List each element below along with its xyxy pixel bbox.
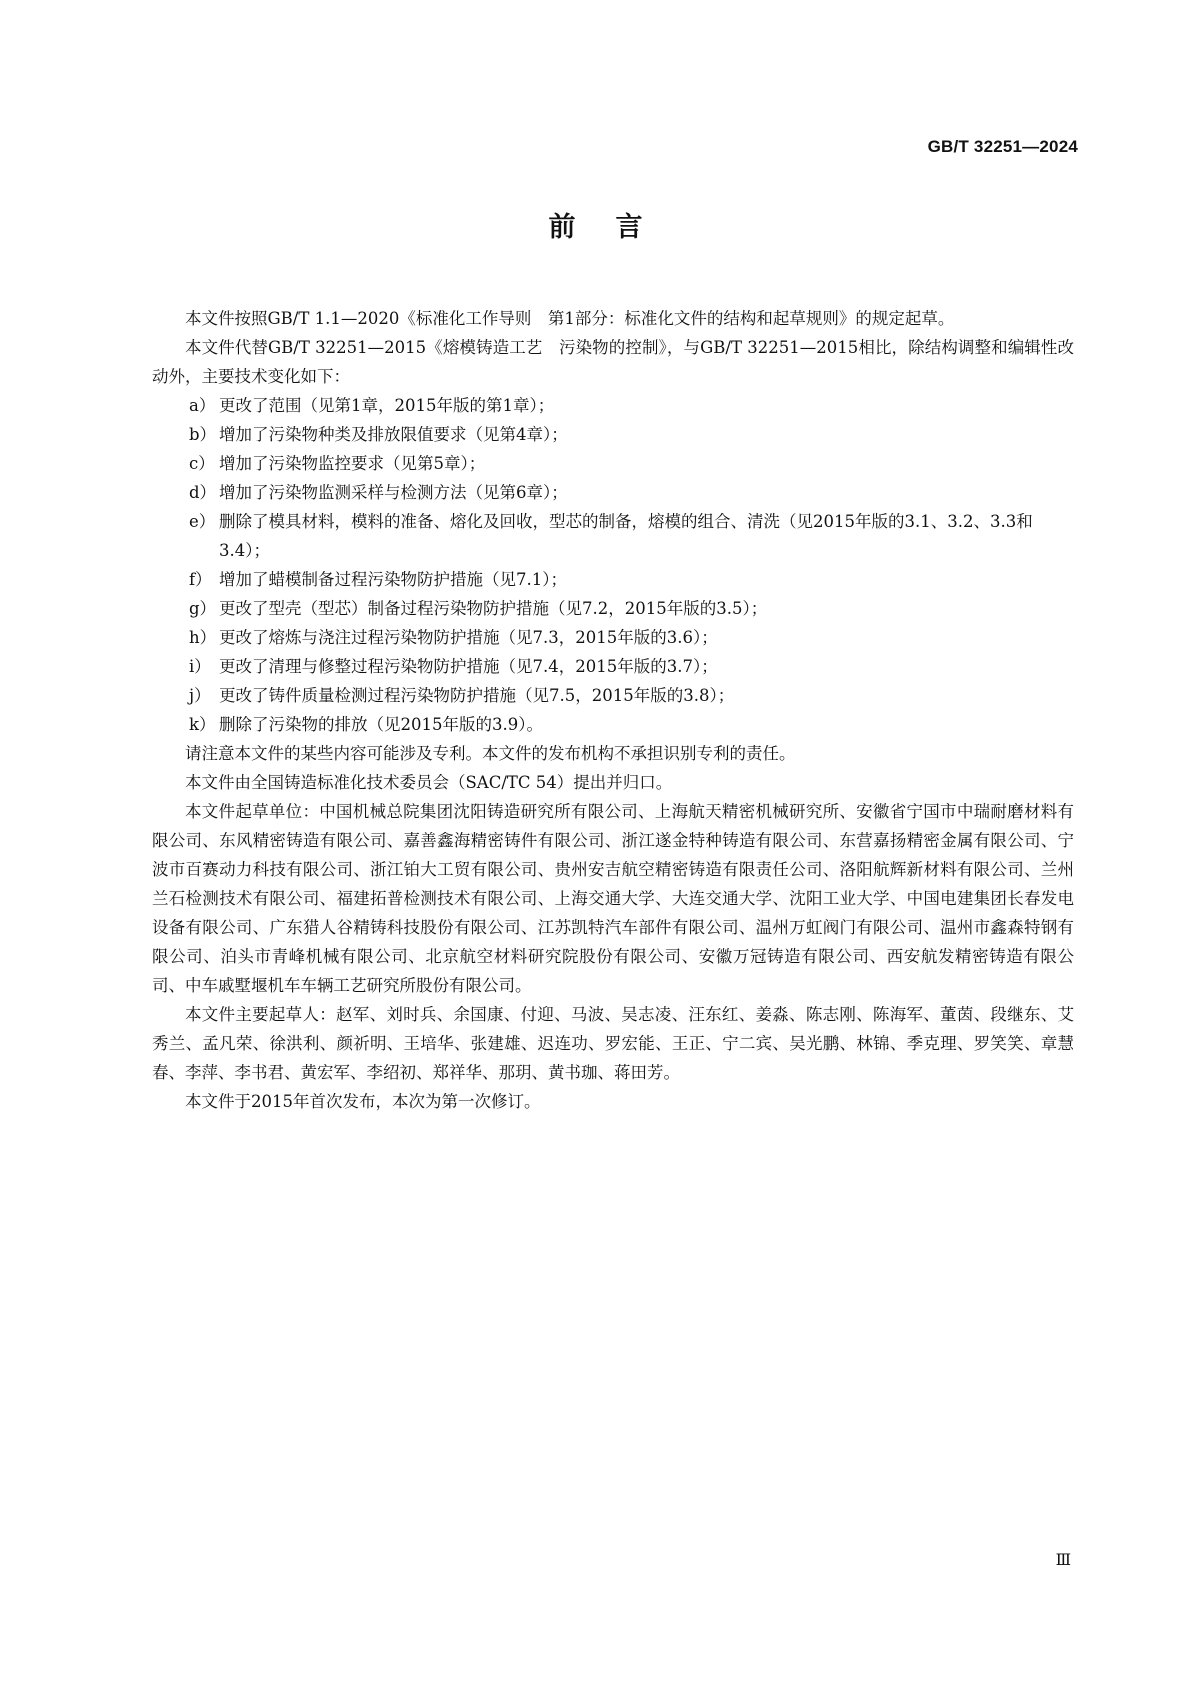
list-item-text: 更改了铸件质量检测过程污染物防护措施（见7.5，2015年版的3.8）； — [219, 686, 735, 705]
list-marker: d） — [189, 483, 217, 502]
list-item — [152, 391, 1074, 420]
list-item-text: 删除了污染物的排放（见2015年版的3.9）。 — [219, 715, 543, 734]
page-title: 前言 — [548, 212, 683, 243]
list-item — [152, 478, 1074, 507]
list-marker: h） — [189, 628, 217, 647]
page-number: Ⅲ — [1055, 1550, 1071, 1569]
list-marker: c） — [189, 454, 215, 473]
list-item-text: 更改了熔炼与浇注过程污染物防护措施（见7.3，2015年版的3.6）； — [219, 628, 718, 647]
list-item — [152, 652, 1074, 681]
changes-list — [152, 391, 1074, 739]
list-item-text: 删除了模具材料，模料的准备、熔化及回收，型芯的制备，熔模的组合、清洗（见2015年版的3.1、3.2、3.3和3.4）； — [219, 512, 1033, 560]
list-marker: f） — [189, 570, 212, 589]
list-item — [152, 594, 1074, 623]
list-item-text: 更改了清理与修整过程污染物防护措施（见7.4，2015年版的3.7）； — [219, 657, 718, 676]
list-item — [152, 681, 1074, 710]
paragraph-drafting-units: 本文件起草单位：中国机械总院集团沈阳铸造研究所有限公司、上海航天精密机械研究所、安徽省宁国市中瑞耐磨材料有限公司、东风精密铸造有限公司、嘉善鑫海精密铸件有限公司、浙江遂金特种铸造有限公司、东营嘉扬精密金属有限公司、宁波市百赛动力科技有限公司、浙江铂大工贸有限公司、贵州安吉航空精密铸造有限责任公司、洛阳航辉新材料有限公司、兰州兰石检测技术有限公司、福建拓普检测技术有限公司、上海交通大学、大连交通大学、沈阳工业大学、中国电建集团长春发电设备有限公司、广东猎人谷精铸科技股份有限公司、江苏凯特汽车部件有限公司、温州万虹阀门有限公司、温州市鑫森特钢有限公司、泊头市青峰机械有限公司、北京航空材料研究院股份有限公司、安徽万冠铸造有限公司、西安航发精密铸造有限公司、中车戚墅堰机车车辆工艺研究所股份有限公司。 — [152, 802, 1074, 995]
list-item-text: 更改了范围（见第1章，2015年版的第1章）； — [219, 396, 555, 415]
paragraph-replacement: 本文件代替GB/T 32251—2015《熔模铸造工艺 污染物的控制》，与GB/T 32251—2015相比，除结构调整和编辑性改动外，主要技术变化如下： — [152, 338, 1074, 386]
list-item-text: 增加了蜡模制备过程污染物防护措施（见7.1）； — [219, 570, 567, 589]
preface-body — [152, 304, 1074, 1116]
list-marker: b） — [189, 425, 217, 444]
document-number: GB/T 32251—2024 — [927, 137, 1078, 156]
list-item — [152, 565, 1074, 594]
list-item — [152, 710, 1074, 739]
paragraph-committee: 本文件由全国铸造标准化技术委员会（SAC/TC 54）提出并归口。 — [185, 773, 673, 792]
list-item-text: 增加了污染物监控要求（见第5章）； — [219, 454, 486, 473]
list-marker: k） — [189, 715, 216, 734]
list-item — [152, 449, 1074, 478]
list-marker: i） — [189, 657, 211, 676]
list-item — [152, 507, 1074, 565]
list-marker: j） — [189, 686, 211, 705]
list-marker: a） — [189, 396, 216, 415]
paragraph-drafters: 本文件主要起草人：赵军、刘时兵、余国康、付迎、马波、吴志凌、汪东红、姜淼、陈志刚、陈海军、董茵、段继东、艾秀兰、孟凡荣、徐洪利、颜祈明、王培华、张建雄、迟连功、罗宏能、王正、宁二宾、吴光鹏、林锦、季克理、罗笑笑、章慧春、李萍、李书君、黄宏军、李绍初、郑祥华、那玥、黄书珈、蒋田芳。 — [152, 1005, 1074, 1082]
paragraph-drafting-rules: 本文件按照GB/T 1.1—2020《标准化工作导则 第1部分：标准化文件的结构和起草规则》的规定起草。 — [185, 309, 955, 328]
list-item-text: 增加了污染物监测采样与检测方法（见第6章）； — [219, 483, 568, 502]
list-marker: g） — [189, 599, 217, 618]
paragraph-publication-history: 本文件于2015年首次发布，本次为第一次修订。 — [185, 1092, 541, 1111]
list-item-text: 增加了污染物种类及排放限值要求（见第4章）； — [219, 425, 568, 444]
list-marker: e） — [189, 512, 216, 531]
list-item — [152, 420, 1074, 449]
paragraph-patent-notice: 请注意本文件的某些内容可能涉及专利。本文件的发布机构不承担识别专利的责任。 — [185, 744, 796, 763]
list-item-text: 更改了型壳（型芯）制备过程污染物防护措施（见7.2，2015年版的3.5）； — [219, 599, 768, 618]
list-item — [152, 623, 1074, 652]
